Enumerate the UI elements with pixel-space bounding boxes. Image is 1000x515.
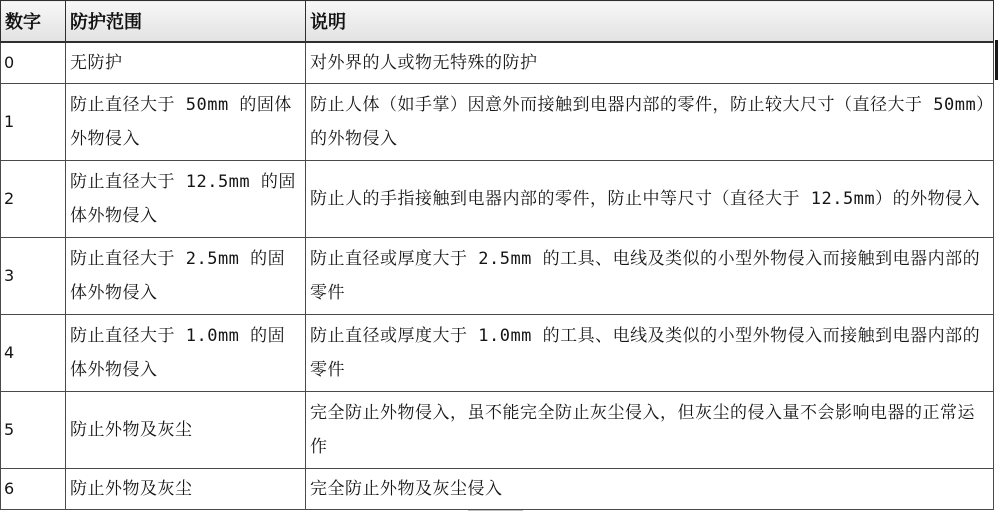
row-scope bbox=[66, 392, 306, 469]
table-row bbox=[1, 238, 994, 315]
row-scope-text: 防止外物及灰尘 bbox=[70, 420, 193, 440]
row-number: 2 bbox=[1, 161, 66, 238]
row-description-text: 防止直径或厚度大于 1.0mm 的工具、电线及类似的小型外物侵入而接触到电器内部的零件 bbox=[310, 326, 981, 380]
row-description-text: 防止直径或厚度大于 2.5mm 的工具、电线及类似的小型外物侵入而接触到电器内部的零件 bbox=[310, 249, 981, 303]
edge-mark bbox=[995, 40, 998, 80]
bottom-divider bbox=[468, 510, 523, 511]
row-description-text: 防止人的手指接触到电器内部的零件，防止中等尺寸（直径大于 12.5mm）的外物侵入 bbox=[310, 189, 981, 209]
table-header bbox=[1, 1, 994, 42]
column-header-number: 数字 bbox=[1, 1, 66, 42]
row-number: 1 bbox=[1, 84, 66, 161]
row-number: 0 bbox=[1, 42, 66, 84]
row-scope bbox=[66, 315, 306, 392]
table-row bbox=[1, 315, 994, 392]
row-description bbox=[306, 42, 994, 84]
row-scope-text: 无防护 bbox=[70, 52, 123, 73]
column-header-description: 说明 bbox=[306, 1, 994, 42]
row-scope-text: 防止直径大于 12.5mm 的固体外物侵入 bbox=[70, 172, 296, 226]
row-description bbox=[306, 469, 994, 510]
row-description bbox=[306, 161, 994, 238]
row-description-text: 完全防止外物及灰尘侵入 bbox=[310, 479, 503, 499]
table-header-row bbox=[1, 1, 994, 42]
row-scope-text: 防止直径大于 2.5mm 的固体外物侵入 bbox=[70, 249, 286, 303]
table-row bbox=[1, 469, 994, 510]
row-scope-text: 防止外物及灰尘 bbox=[70, 479, 193, 499]
table-row bbox=[1, 392, 994, 469]
table-row bbox=[1, 84, 994, 161]
row-description bbox=[306, 392, 994, 469]
row-number: 6 bbox=[1, 469, 66, 510]
column-header-scope: 防护范围 bbox=[66, 1, 306, 42]
row-description-text: 完全防止外物侵入，虽不能完全防止灰尘侵入，但灰尘的侵入量不会影响电器的正常运作 bbox=[310, 403, 975, 457]
table-row bbox=[1, 161, 994, 238]
row-number: 4 bbox=[1, 315, 66, 392]
table-row bbox=[1, 42, 994, 84]
table-body bbox=[1, 42, 994, 510]
row-description-text: 对外界的人或物无特殊的防护 bbox=[310, 52, 538, 73]
row-scope bbox=[66, 161, 306, 238]
row-description-text: 防止人体（如手掌）因意外而接触到电器内部的零件，防止较大尺寸（直径大于 50mm）的外物侵入 bbox=[310, 95, 986, 149]
row-scope bbox=[66, 42, 306, 84]
row-description bbox=[306, 315, 994, 392]
row-number: 5 bbox=[1, 392, 66, 469]
row-scope bbox=[66, 84, 306, 161]
row-scope-text: 防止直径大于 50mm 的固体外物侵入 bbox=[70, 95, 292, 149]
row-scope bbox=[66, 469, 306, 510]
row-description bbox=[306, 238, 994, 315]
row-scope bbox=[66, 238, 306, 315]
row-description bbox=[306, 84, 994, 161]
row-number: 3 bbox=[1, 238, 66, 315]
row-scope-text: 防止直径大于 1.0mm 的固体外物侵入 bbox=[70, 326, 286, 380]
